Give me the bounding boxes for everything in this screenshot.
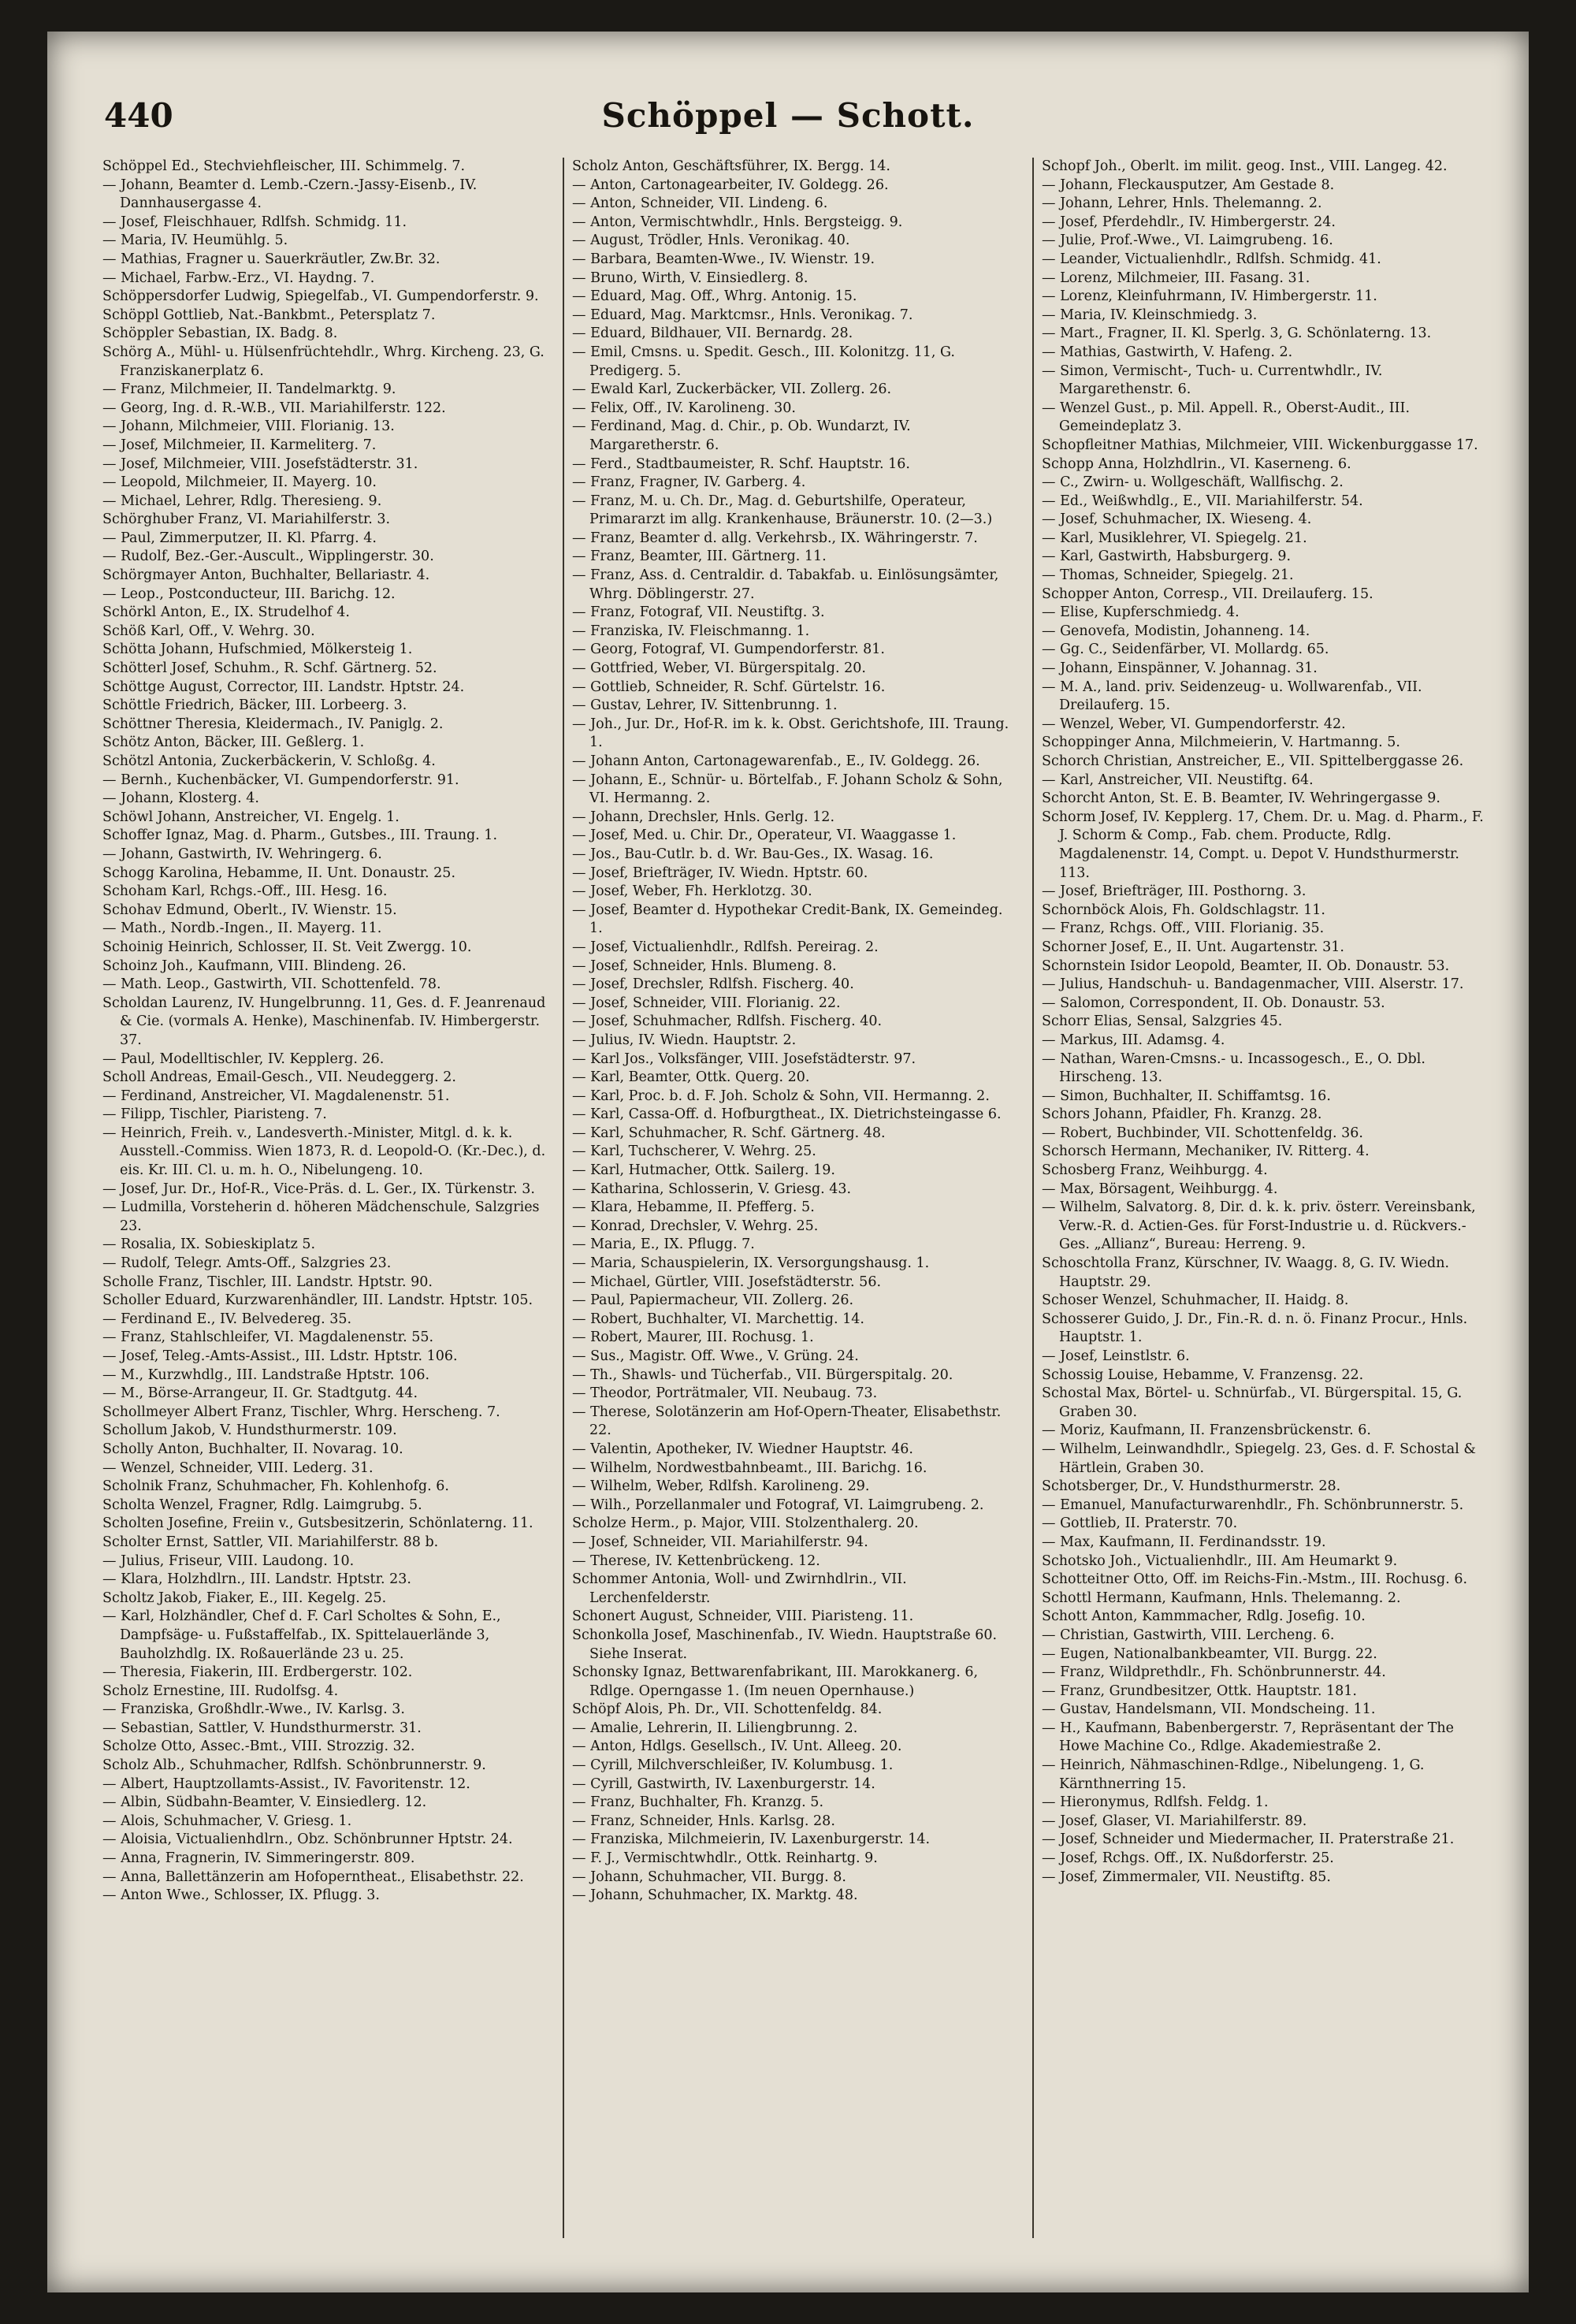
directory-entry: Schörghuber Franz, VI. Mariahilferstr. 3. [102,511,391,528]
directory-entry: — Filipp, Tischler, Piaristeng. 7. [102,1106,327,1123]
directory-entry: Scholtz Jakob, Fiaker, E., III. Kegelg. 25. [102,1590,387,1606]
directory-entry: Schörg A., Mühl- u. Hülsenfrüchtehdlr., Whrg. Kircheng. 23, G. Franziskanerplatz 6. [102,344,545,379]
directory-entry: Schors Johann, Pfaidler, Fh. Kranzg. 28. [1042,1106,1322,1123]
directory-entry: Scholly Anton, Buchhalter, II. Novarag. 10. [102,1441,403,1457]
directory-entry: — Markus, III. Adamsg. 4. [1042,1032,1225,1048]
directory-entry: — Emil, Cmsns. u. Spedit. Gesch., III. Kolonitzg. 11, G. Predigerg. 5. [572,344,955,379]
directory-entry: — Paul, Modelltischler, IV. Kepplerg. 26. [102,1050,385,1067]
directory-entry: Schöttner Theresia, Kleidermach., IV. Paniglg. 2. [102,716,444,732]
directory-entry: Schossig Louise, Hebamme, V. Franzensg. 22. [1042,1367,1364,1383]
directory-entry: Schötta Johann, Hufschmied, Mölkersteig 1. [102,641,413,658]
directory-entry: — Maria, Schauspielerin, IX. Versorgungshausg. 1. [572,1255,930,1272]
directory-entry: — Gottlieb, II. Praterstr. 70. [1042,1515,1238,1532]
directory-entry: — Franziska, IV. Fleischmanng. 1. [572,623,810,639]
directory-entry: — M., Kurzwhdlg., III. Landstraße Hptstr. 106. [102,1367,430,1383]
directory-entry: Schosserer Guido, J. Dr., Fin.-R. d. n. ö. Finanz Procur., Hnls. Hauptstr. 1. [1042,1311,1468,1346]
directory-entry: — Franziska, Großhdlr.-Wwe., IV. Karlsg. 3. [102,1701,405,1718]
directory-entry: — Moriz, Kaufmann, II. Franzensbrückenstr. 6. [1042,1422,1371,1439]
directory-entry: — Wilhelm, Weber, Rdlfsh. Karolineng. 29. [572,1478,870,1495]
directory-entry: — Franz, Buchhalter, Fh. Kranzg. 5. [572,1794,824,1811]
directory-entry: — Robert, Buchbinder, VII. Schottenfeldg. 36. [1042,1125,1363,1141]
directory-entry: — Georg, Fotograf, VI. Gumpendorferstr. 81. [572,641,885,658]
directory-entry: — Ferdinand E., IV. Belvedereg. 35. [102,1311,352,1327]
directory-entry: — August, Trödler, Hnls. Veronikag. 40. [572,232,850,249]
directory-entry: — Lorenz, Kleinfuhrmann, IV. Himbergerstr. 11. [1042,288,1377,305]
directory-entry: — Maria, IV. Heumühlg. 5. [102,232,288,249]
directory-entry: — M., Börse-Arrangeur, II. Gr. Stadtgutg. 44. [102,1385,418,1402]
directory-entry: Schonert August, Schneider, VIII. Piaristeng. 11. [572,1608,914,1625]
directory-entry: Schöwl Johann, Anstreicher, VI. Engelg. 1. [102,809,400,825]
directory-column-2 [563,158,1020,2238]
directory-entry: — Cyrill, Milchverschleißer, IV. Kolumbusg. 1. [572,1757,894,1774]
directory-entry: — Josef, Schneider, VII. Mariahilferstr. 94. [572,1534,868,1550]
directory-entry: — Johann, E., Schnür- u. Börtelfab., F. Johann Scholz & Sohn, VI. Hermanng. 2. [572,772,1003,807]
directory-entry: Schörkl Anton, E., IX. Strudelhof 4. [102,604,350,621]
directory-entry: — Eduard, Mag. Marktcmsr., Hnls. Veronikag. 7. [572,307,913,323]
directory-entry: — Franz, Milchmeier, II. Tandelmarktg. 9. [102,381,396,398]
directory-entry: — Josef, Glaser, VI. Mariahilferstr. 89. [1042,1813,1307,1829]
directory-entry: Schogg Karolina, Hebamme, II. Unt. Donaustr. 25. [102,865,456,881]
directory-entry: — Josef, Victualienhdlr., Rdlfsh. Pereirag. 2. [572,939,879,955]
directory-entry: Schornböck Alois, Fh. Goldschlagstr. 11. [1042,902,1325,918]
directory-entry: — Josef, Milchmeier, II. Karmeliterg. 7. [102,437,377,453]
directory-entry: — Wilhelm, Leinwandhdlr., Spiegelg. 23, Ges. d. F. Schostal & Härtlein, Graben 30. [1042,1441,1476,1476]
directory-entry: — Leop., Postconducteur, III. Barichg. 12. [102,586,396,602]
directory-entry: — Karl, Holzhändler, Chef d. F. Carl Scholtes & Sohn, E., Dampfsäge- u. Fußstaffelfab., IX. Spittelauerlände 3, Bauholzhdlg. IX. Roßauerlände 23 u. 25. [102,1608,501,1662]
directory-entry: Scholta Wenzel, Fragner, Rdlg. Laimgrubg. 5. [102,1497,422,1513]
directory-entry: Scholter Ernst, Sattler, VII. Mariahilferstr. 88 b. [102,1534,439,1550]
directory-entry: Schöpf Alois, Ph. Dr., VII. Schottenfeldg. 84. [572,1701,883,1718]
directory-entry: — Simon, Vermischt-, Tuch- u. Currentwhdlr., IV. Margarethenstr. 6. [1042,363,1383,398]
directory-entry: — Julius, Friseur, VIII. Laudong. 10. [102,1552,355,1569]
directory-entry: — Theresia, Fiakerin, III. Erdbergerstr. 102. [102,1664,413,1681]
directory-entry: — Theodor, Porträtmaler, VII. Neubaug. 73. [572,1385,878,1402]
directory-entry: — Ferdinand, Anstreicher, VI. Magdalenenstr. 51. [102,1088,450,1104]
directory-entry: — C., Zwirn- u. Wollgeschäft, Wallfischg. 2. [1042,474,1344,491]
directory-entry: — Barbara, Beamten-Wwe., IV. Wienstr. 19. [572,251,875,267]
directory-entry: Schöppler Sebastian, IX. Badg. 8. [102,325,338,342]
directory-entry: — Josef, Pferdehdlr., IV. Himbergerstr. 24. [1042,214,1336,230]
directory-entry: — Josef, Beamter d. Hypothekar Credit-Bank, IX. Gemeindeg. 1. [572,902,1003,937]
directory-entry: — Bernh., Kuchenbäcker, VI. Gumpendorferstr. 91. [102,772,459,788]
directory-entry: Schorner Josef, E., II. Unt. Augartenstr. 31. [1042,939,1344,955]
directory-entry: Schopper Anton, Corresp., VII. Dreilauferg. 15. [1042,586,1373,602]
directory-entry: Scholnik Franz, Schuhmacher, Fh. Kohlenhofg. 6. [102,1478,449,1495]
directory-entry: — Anton Wwe., Schlosser, IX. Pflugg. 3. [102,1887,380,1904]
directory-entry: — Rosalia, IX. Sobieskiplatz 5. [102,1236,316,1253]
directory-entry: Schornstein Isidor Leopold, Beamter, II. Ob. Donaustr. 53. [1042,957,1450,974]
directory-entry: — Josef, Zimmermaler, VII. Neustiftg. 85. [1042,1868,1331,1885]
directory-entry: — Karl, Beamter, Ottk. Querg. 20. [572,1069,810,1086]
directory-entry: — Gustav, Lehrer, IV. Sittenbrunng. 1. [572,697,838,714]
directory-entry: — Anna, Ballettänzerin am Hofoperntheat., Elisabethstr. 22. [102,1868,524,1885]
directory-entry: — Josef, Schneider und Miedermacher, II. Praterstraße 21. [1042,1831,1455,1848]
directory-entry: — Anna, Fragnerin, IV. Simmeringerstr. 809. [102,1850,415,1867]
directory-entry: — Eduard, Mag. Off., Whrg. Antonig. 15. [572,288,857,305]
directory-entry: — Karl, Proc. b. d. F. Joh. Scholz & Sohn, VII. Hermanng. 2. [572,1088,990,1104]
directory-entry: — Anton, Hdlgs. Gesellsch., IV. Unt. Alleeg. 20. [572,1738,902,1755]
directory-entry: — Eduard, Bildhauer, VII. Bernardg. 28. [572,325,853,342]
directory-entry: — Franz, Grundbesitzer, Ottk. Hauptstr. 181. [1042,1683,1357,1699]
directory-entry: — Karl, Hutmacher, Ottk. Sailerg. 19. [572,1162,835,1179]
directory-entry: Schöppl Gottlieb, Nat.-Bankbmt., Petersplatz 7. [102,307,436,323]
directory-entry: — Ewald Karl, Zuckerbäcker, VII. Zollerg. 26. [572,381,892,398]
directory-entry: — Franz, Beamter, III. Gärtnerg. 11. [572,548,827,565]
directory-entry: — Ed., Weißwhdlg., E., VII. Mariahilferstr. 54. [1042,493,1363,509]
directory-entry: — Nathan, Waren-Cmsns.- u. Incassogesch., E., O. Dbl. Hirscheng. 13. [1042,1050,1425,1086]
directory-entry: — Karl, Gastwirth, Habsburgerg. 9. [1042,548,1292,565]
directory-entry: — Gg. C., Seidenfärber, VI. Mollardg. 65. [1042,641,1329,658]
directory-entry: Schötterl Josef, Schuhm., R. Schf. Gärtnerg. 52. [102,660,437,677]
directory-entry: — Therese, Solotänzerin am Hof-Opern-Theater, Elisabethstr. 22. [572,1404,1002,1439]
directory-entry: Schöttge August, Corrector, III. Landstr. Hptstr. 24. [102,679,465,695]
directory-entry: — Sus., Magistr. Off. Wwe., V. Grüng. 24. [572,1348,859,1364]
directory-entry: — Michael, Farbw.-Erz., VI. Haydng. 7. [102,270,375,286]
directory-entry: — Gottfried, Weber, VI. Bürgerspitalg. 20. [572,660,866,677]
directory-entry: — Max, Kaufmann, II. Ferdinandsstr. 19. [1042,1534,1326,1550]
directory-entry: — Josef, Schneider, Hnls. Blumeng. 8. [572,957,837,974]
directory-entry: — Joh., Jur. Dr., Hof-R. im k. k. Obst. Gerichtshofe, III. Traung. 1. [572,716,1009,751]
directory-entry: — Franz, M. u. Ch. Dr., Mag. d. Geburtshilfe, Operateur, Primararzt im allg. Krankenhause, Bräunerstr. 10. (2—3.) [572,493,993,528]
directory-entry: — Karl, Musiklehrer, VI. Spiegelg. 21. [1042,530,1307,546]
directory-entry: — Paul, Papiermacheur, VII. Zollerg. 26. [572,1292,854,1309]
directory-entry: — Mathias, Gastwirth, V. Hafeng. 2. [1042,344,1293,360]
directory-entry: — Franz, Schneider, Hnls. Karlsg. 28. [572,1813,835,1829]
directory-entry: — Robert, Buchhalter, VI. Marchettig. 14. [572,1311,864,1327]
directory-entry: — Mart., Fragner, II. Kl. Sperlg. 3, G. Schönlaterng. 13. [1042,325,1432,342]
directory-entry: — Josef, Briefträger, IV. Wiedn. Hptstr. 60. [572,865,868,881]
directory-entry: Schoinz Joh., Kaufmann, VIII. Blindeng. 26. [102,957,407,974]
directory-entry: Schonsky Ignaz, Bettwarenfabrikant, III. Marokkanerg. 6, Rdlge. Operngasse 1. (Im neuen Opernhause.) [572,1664,979,1699]
directory-entry: Schoffer Ignaz, Mag. d. Pharm., Gutsbes., III. Traung. 1. [102,827,498,844]
directory-entry: Schörgmayer Anton, Buchhalter, Bellariastr. 4. [102,567,430,584]
directory-entry: Scholze Otto, Assec.-Bmt., VIII. Strozzig. 32. [102,1738,415,1755]
directory-entry: — Josef, Drechsler, Rdlfsh. Fischerg. 40. [572,976,854,993]
directory-entry: — Paul, Zimmerputzer, II. Kl. Pfarrg. 4. [102,530,377,546]
directory-entry: — Emanuel, Manufacturwarenhdlr., Fh. Schönbrunnerstr. 5. [1042,1497,1464,1513]
directory-entry: Schotsko Joh., Victualienhdlr., III. Am Heumarkt 9. [1042,1552,1398,1569]
directory-entry: — Simon, Buchhalter, II. Schiffamtsg. 16. [1042,1088,1331,1104]
directory-entry: Schohav Edmund, Oberlt., IV. Wienstr. 15. [102,902,397,918]
directory-entry: — Johann, Schuhmacher, VII. Burgg. 8. [572,1868,846,1885]
directory-entry: Schonkolla Josef, Maschinenfab., IV. Wiedn. Hauptstraße 60. Siehe Inserat. [572,1627,998,1662]
directory-entry: — Jos., Bau-Cutlr. b. d. Wr. Bau-Ges., IX. Wasag. 16. [572,846,934,862]
directory-entry: — Amalie, Lehrerin, II. Liliengbrunng. 2. [572,1720,858,1736]
directory-entry: — Cyrill, Gastwirth, IV. Laxenburgerstr. 14. [572,1776,875,1792]
directory-entry: — Julie, Prof.-Wwe., VI. Laimgrubeng. 16. [1042,232,1333,249]
directory-entry: — Bruno, Wirth, V. Einsiedlerg. 8. [572,270,808,286]
directory-entry: Scholdan Laurenz, IV. Hungelbrunng. 11, Ges. d. F. Jeanrenaud & Cie. (vormals A. Henke), Maschinenfab. IV. Himbergerstr. 37. [102,995,546,1048]
directory-entry: — Josef, Leinstlstr. 6. [1042,1348,1190,1364]
directory-entry: Scholze Herm., p. Major, VIII. Stolzenthalerg. 20. [572,1515,919,1532]
directory-entry: — Mathias, Fragner u. Sauerkräutler, Zw.Br. 32. [102,251,440,267]
directory-entry: Schostal Max, Börtel- u. Schnürfab., VI. Bürgerspital. 15, G. Graben 30. [1042,1385,1463,1420]
directory-entry: — Lorenz, Milchmeier, III. Fasang. 31. [1042,270,1310,286]
directory-entry: — Math. Leop., Gastwirth, VII. Schottenfeld. 78. [102,976,441,993]
directory-entry: — Math., Nordb.-Ingen., II. Mayerg. 11. [102,920,382,937]
directory-entry: — Karl Jos., Volksfänger, VIII. Josefstädterstr. 97. [572,1050,916,1067]
directory-entry: — Wilhelm, Salvatorg. 8, Dir. d. k. k. priv. österr. Vereinsbank, Verw.-R. d. Actien-Ges. für Forst-Industrie u. d. Rückvers.-Ges. „Allianz“, Bureau: Herreng. 9. [1042,1199,1476,1253]
directory-entry: Scholten Josefine, Freiin v., Gutsbesitzerin, Schönlaterng. 11. [102,1515,533,1532]
directory-entry: — Ferdinand, Mag. d. Chir., p. Ob. Wundarzt, IV. Margaretherstr. 6. [572,418,911,453]
directory-entry: Schollum Jakob, V. Hundsthurmerstr. 109. [102,1422,397,1439]
directory-entry: — Franz, Ass. d. Centraldir. d. Tabakfab. u. Einlösungsämter, Whrg. Döblingerstr. 27. [572,567,999,602]
directory-entry: — Franz, Fragner, IV. Garberg. 4. [572,474,806,491]
directory-entry: — Klara, Hebamme, II. Pfefferg. 5. [572,1199,815,1216]
directory-entry: — Josef, Schneider, VIII. Florianig. 22. [572,995,841,1011]
directory-entry: — Josef, Schuhmacher, IX. Wieseng. 4. [1042,511,1312,528]
directory-entry: Scholl Andreas, Email-Gesch., VII. Neudeggerg. 2. [102,1069,456,1086]
directory-entry: — Karl, Cassa-Off. d. Hofburgtheat., IX. Dietrichsteingasse 6. [572,1106,1002,1123]
directory-entry: — Johann, Gastwirth, IV. Wehringerg. 6. [102,846,382,862]
directory-entry: Scholz Ernestine, III. Rudolfsg. 4. [102,1683,339,1699]
directory-entry: Schopp Anna, Holzhdlrin., VI. Kaserneng. 6. [1042,456,1351,472]
directory-entry: — Christian, Gastwirth, VIII. Lercheng. 6. [1042,1627,1335,1643]
directory-column-1 [102,158,550,2238]
directory-entry: — Sebastian, Sattler, V. Hundsthurmerstr. 31. [102,1720,422,1736]
directory-entry: — Johann, Schuhmacher, IX. Marktg. 48. [572,1887,858,1904]
directory-entry: — Leander, Victualienhdlr., Rdlfsh. Schmidg. 41. [1042,251,1381,267]
directory-entry: — Albert, Hauptzollamts-Assist., IV. Favoritenstr. 12. [102,1776,470,1792]
directory-entry: Schoinig Heinrich, Schlosser, II. St. Veit Zwergg. 10. [102,939,472,955]
directory-entry: — Josef, Med. u. Chir. Dr., Operateur, VI. Waaggasse 1. [572,827,957,844]
directory-entry: — Maria, E., IX. Pflugg. 7. [572,1236,755,1253]
directory-entry: — Karl, Schuhmacher, R. Schf. Gärtnerg. 48. [572,1125,886,1141]
directory-entry: — Valentin, Apotheker, IV. Wiedner Hauptstr. 46. [572,1441,913,1457]
directory-entry: — Felix, Off., IV. Karolineng. 30. [572,400,796,416]
directory-entry: — Elise, Kupferschmiedg. 4. [1042,604,1240,621]
directory-entry: — Heinrich, Nähmaschinen-Rdlge., Nibelungeng. 1, G. Kärnthnerring 15. [1042,1757,1425,1792]
directory-entry: — Johann, Klosterg. 4. [102,790,259,807]
directory-entry: — Eugen, Nationalbankbeamter, VII. Burgg. 22. [1042,1645,1377,1662]
directory-entry: Schorsch Hermann, Mechaniker, IV. Ritterg. 4. [1042,1143,1370,1160]
directory-entry: — Max, Börsagent, Weihburgg. 4. [1042,1181,1278,1197]
directory-entry: Schotsberger, Dr., V. Hundsthurmerstr. 28. [1042,1478,1341,1495]
directory-entry: Schott Anton, Kammmacher, Rdlg. Josefig. 10. [1042,1608,1366,1625]
directory-entry: — Aloisia, Victualienhdlrn., Obz. Schönbrunner Hptstr. 24. [102,1831,513,1848]
directory-entry: — Hieronymus, Rdlfsh. Feldg. 1. [1042,1794,1269,1811]
directory-entry: — Rudolf, Bez.-Ger.-Auscult., Wipplingerstr. 30. [102,548,434,565]
directory-entry: — Wenzel Gust., p. Mil. Appell. R., Oberst-Audit., III. Gemeindeplatz 3. [1042,400,1411,435]
directory-entry: Schoppinger Anna, Milchmeierin, V. Hartmanng. 5. [1042,734,1400,751]
directory-entry: Schöppersdorfer Ludwig, Spiegelfab., VI. Gumpendorferstr. 9. [102,288,539,305]
directory-entry: — Alois, Schuhmacher, V. Griesg. 1. [102,1813,352,1829]
directory-columns [102,158,1489,2238]
directory-entry: Scholler Eduard, Kurzwarenhändler, III. Landstr. Hptstr. 105. [102,1292,533,1309]
directory-entry: Schorr Elias, Sensal, Salzgries 45. [1042,1013,1283,1030]
directory-entry: — Wenzel, Schneider, VIII. Lederg. 31. [102,1459,374,1476]
directory-entry: — Johann, Einspänner, V. Johannag. 31. [1042,660,1318,677]
directory-entry: — Genovefa, Modistin, Johanneng. 14. [1042,623,1310,639]
directory-entry: — Thomas, Schneider, Spiegelg. 21. [1042,567,1294,584]
directory-entry: Schoham Karl, Rchgs.-Off., III. Hesg. 16. [102,883,388,900]
directory-entry: — Franz, Stahlschleifer, VI. Magdalenenstr. 55. [102,1329,434,1346]
directory-entry: — Michael, Gürtler, VIII. Josefstädterstr. 56. [572,1274,882,1290]
directory-entry: — Leopold, Milchmeier, II. Mayerg. 10. [102,474,377,491]
directory-entry: — Franz, Wildprethdlr., Fh. Schönbrunnerstr. 44. [1042,1664,1386,1681]
directory-entry: — Franz, Beamter d. allg. Verkehrsb., IX. Währingerstr. 7. [572,530,978,546]
directory-entry: — Heinrich, Freih. v., Landesverth.-Minister, Mitgl. d. k. k. Ausstell.-Commiss. Wien 1873, R. d. Leopold-O. (Kr.-Dec.), d. eis. Kr. III. Cl. u. m. h. O., Nibelungeng. 10. [102,1125,546,1179]
running-head: Schöppel — Schott. [601,96,975,135]
directory-entry: — Anton, Cartonagearbeiter, IV. Goldegg. 26. [572,177,889,193]
page-number: 440 [104,96,173,135]
directory-entry: Scholz Alb., Schuhmacher, Rdlfsh. Schönbrunnerstr. 9. [102,1757,486,1774]
directory-entry: — Franz, Rchgs. Off., VIII. Florianig. 35. [1042,920,1325,937]
directory-entry: Schorm Josef, IV. Kepplerg. 17, Chem. Dr. u. Mag. d. Pharm., F. J. Schorm & Comp., Fab. chem. Producte, Rdlg. Magdalenenstr. 14, Compt. u. Depot V. Hundsthurmerstr. 113. [1042,809,1484,881]
directory-entry: — Th., Shawls- und Tücherfab., VII. Bürgerspitalg. 20. [572,1367,953,1383]
directory-entry: — Wilh., Porzellanmaler und Fotograf, VI. Laimgrubeng. 2. [572,1497,984,1513]
directory-entry: — Anton, Schneider, VII. Lindeng. 6. [572,195,828,212]
directory-entry: — Josef, Schuhmacher, Rdlfsh. Fischerg. 40. [572,1013,883,1030]
directory-entry: — Johann, Drechsler, Hnls. Gerlg. 12. [572,809,835,825]
directory-entry: — Robert, Maurer, III. Rochusg. 1. [572,1329,814,1346]
directory-entry: — Josef, Teleg.-Amts-Assist., III. Ldstr. Hptstr. 106. [102,1348,458,1364]
directory-entry: Schöttle Friedrich, Bäcker, III. Lorbeerg. 3. [102,697,407,714]
directory-entry: Schollmeyer Albert Franz, Tischler, Whrg. Herscheng. 7. [102,1404,500,1420]
directory-entry: — Ludmilla, Vorsteherin d. höheren Mädchenschule, Salzgries 23. [102,1199,540,1234]
directory-entry: — Wenzel, Weber, VI. Gumpendorferstr. 42. [1042,716,1346,732]
directory-entry: — Klara, Holzhdlrn., III. Landstr. Hptstr. 23. [102,1571,411,1588]
directory-entry: — Johann Anton, Cartonagewarenfab., E., IV. Goldegg. 26. [572,753,980,769]
directory-entry: Schommer Antonia, Woll- und Zwirnhdlrin., VII. Lerchenfelderstr. [572,1571,907,1606]
directory-entry: — Franziska, Milchmeierin, IV. Laxenburgerstr. 14. [572,1831,931,1848]
directory-entry: — Gottlieb, Schneider, R. Schf. Gürtelstr. 16. [572,679,886,695]
directory-entry: — Josef, Jur. Dr., Hof-R., Vice-Präs. d. L. Ger., IX. Türkenstr. 3. [102,1181,535,1197]
directory-column-3 [1032,158,1489,2238]
directory-entry: — Franz, Fotograf, VII. Neustiftg. 3. [572,604,825,621]
directory-page [47,32,1529,2292]
directory-entry: — Karl, Anstreicher, VII. Neustiftg. 64. [1042,772,1314,788]
directory-entry: — Josef, Weber, Fh. Herklotzg. 30. [572,883,812,900]
directory-entry: — Konrad, Drechsler, V. Wehrg. 25. [572,1218,819,1234]
directory-entry: Scholz Anton, Geschäftsführer, IX. Bergg. 14. [572,158,890,174]
directory-entry: Schoschtolla Franz, Kürschner, IV. Waagg. 8, G. IV. Wiedn. Hauptstr. 29. [1042,1255,1450,1290]
directory-entry: — Karl, Tuchscherer, V. Wehrg. 25. [572,1143,816,1160]
directory-entry: — Josef, Briefträger, III. Posthorng. 3. [1042,883,1307,900]
directory-entry: — Johann, Lehrer, Hnls. Thelemanng. 2. [1042,195,1322,212]
directory-entry: — Michael, Lehrer, Rdlg. Theresieng. 9. [102,493,382,509]
directory-entry: Schopf Joh., Oberlt. im milit. geog. Inst., VIII. Langeg. 42. [1042,158,1448,174]
directory-entry: Schötzl Antonia, Zuckerbäckerin, V. Schloßg. 4. [102,753,436,769]
directory-entry: — Georg, Ing. d. R.-W.B., VII. Mariahilferstr. 122. [102,400,446,416]
directory-entry: — Johann, Fleckausputzer, Am Gestade 8. [1042,177,1335,193]
directory-entry: Schopfleitner Mathias, Milchmeier, VIII. Wickenburggasse 17. [1042,437,1478,453]
directory-entry: — Josef, Fleischhauer, Rdlfsh. Schmidg. 11. [102,214,407,230]
directory-entry: Schorch Christian, Anstreicher, E., VII. Spittelberggasse 26. [1042,753,1464,769]
directory-entry: Schöppel Ed., Stechviehfleischer, III. Schimmelg. 7. [102,158,466,174]
directory-entry: — Wilhelm, Nordwestbahnbeamt., III. Barichg. 16. [572,1459,927,1476]
directory-entry: Scholle Franz, Tischler, III. Landstr. Hptstr. 90. [102,1274,433,1290]
directory-entry: — Katharina, Schlosserin, V. Griesg. 43. [572,1181,852,1197]
directory-entry: — Rudolf, Telegr. Amts-Off., Salzgries 23. [102,1255,392,1272]
directory-entry: — Gustav, Handelsmann, VII. Mondscheing. 11. [1042,1701,1376,1718]
directory-entry: Schorcht Anton, St. E. B. Beamter, IV. Wehringergasse 9. [1042,790,1440,807]
directory-entry: — Julius, Handschuh- u. Bandagenmacher, VIII. Alserstr. 17. [1042,976,1464,993]
directory-entry: Schottl Hermann, Kaufmann, Hnls. Thelemanng. 2. [1042,1590,1401,1606]
directory-entry: — Albin, Südbahn-Beamter, V. Einsiedlerg. 12. [102,1794,427,1811]
directory-entry: Schötz Anton, Bäcker, III. Geßlerg. 1. [102,734,365,751]
directory-entry: Schotteitner Otto, Off. im Reichs-Fin.-Mstm., III. Rochusg. 6. [1042,1571,1468,1588]
directory-entry: — Therese, IV. Kettenbrückeng. 12. [572,1552,820,1569]
directory-entry: — H., Kaufmann, Babenbergerstr. 7, Repräsentant der The Howe Machine Co., Rdlge. Akademiestraße 2. [1042,1720,1455,1755]
directory-entry: — M. A., land. priv. Seidenzeug- u. Wollwarenfab., VII. Dreilauferg. 15. [1042,679,1422,714]
directory-entry: — Johann, Milchmeier, VIII. Florianig. 13. [102,418,395,435]
directory-entry: — Josef, Milchmeier, VIII. Josefstädterstr. 31. [102,456,418,472]
directory-entry: — Johann, Beamter d. Lemb.-Czern.-Jassy-Eisenb., IV. Dannhausergasse 4. [102,177,478,212]
directory-entry: Schoser Wenzel, Schuhmacher, II. Haidg. 8. [1042,1292,1349,1309]
directory-entry: — Salomon, Correspondent, II. Ob. Donaustr. 53. [1042,995,1385,1011]
directory-entry: — Josef, Rchgs. Off., IX. Nußdorferstr. 25. [1042,1850,1334,1867]
directory-entry: — F. J., Vermischtwhdlr., Ottk. Reinhartg. 9. [572,1850,878,1867]
directory-entry: Schosberg Franz, Weihburgg. 4. [1042,1162,1268,1179]
directory-entry: — Maria, IV. Kleinschmiedg. 3. [1042,307,1258,323]
directory-entry: Schöß Karl, Off., V. Wehrg. 30. [102,623,315,639]
directory-entry: — Anton, Vermischtwhdlr., Hnls. Bergsteigg. 9. [572,214,903,230]
directory-entry: — Ferd., Stadtbaumeister, R. Schf. Hauptstr. 16. [572,456,910,472]
directory-entry: — Julius, IV. Wiedn. Hauptstr. 2. [572,1032,797,1048]
